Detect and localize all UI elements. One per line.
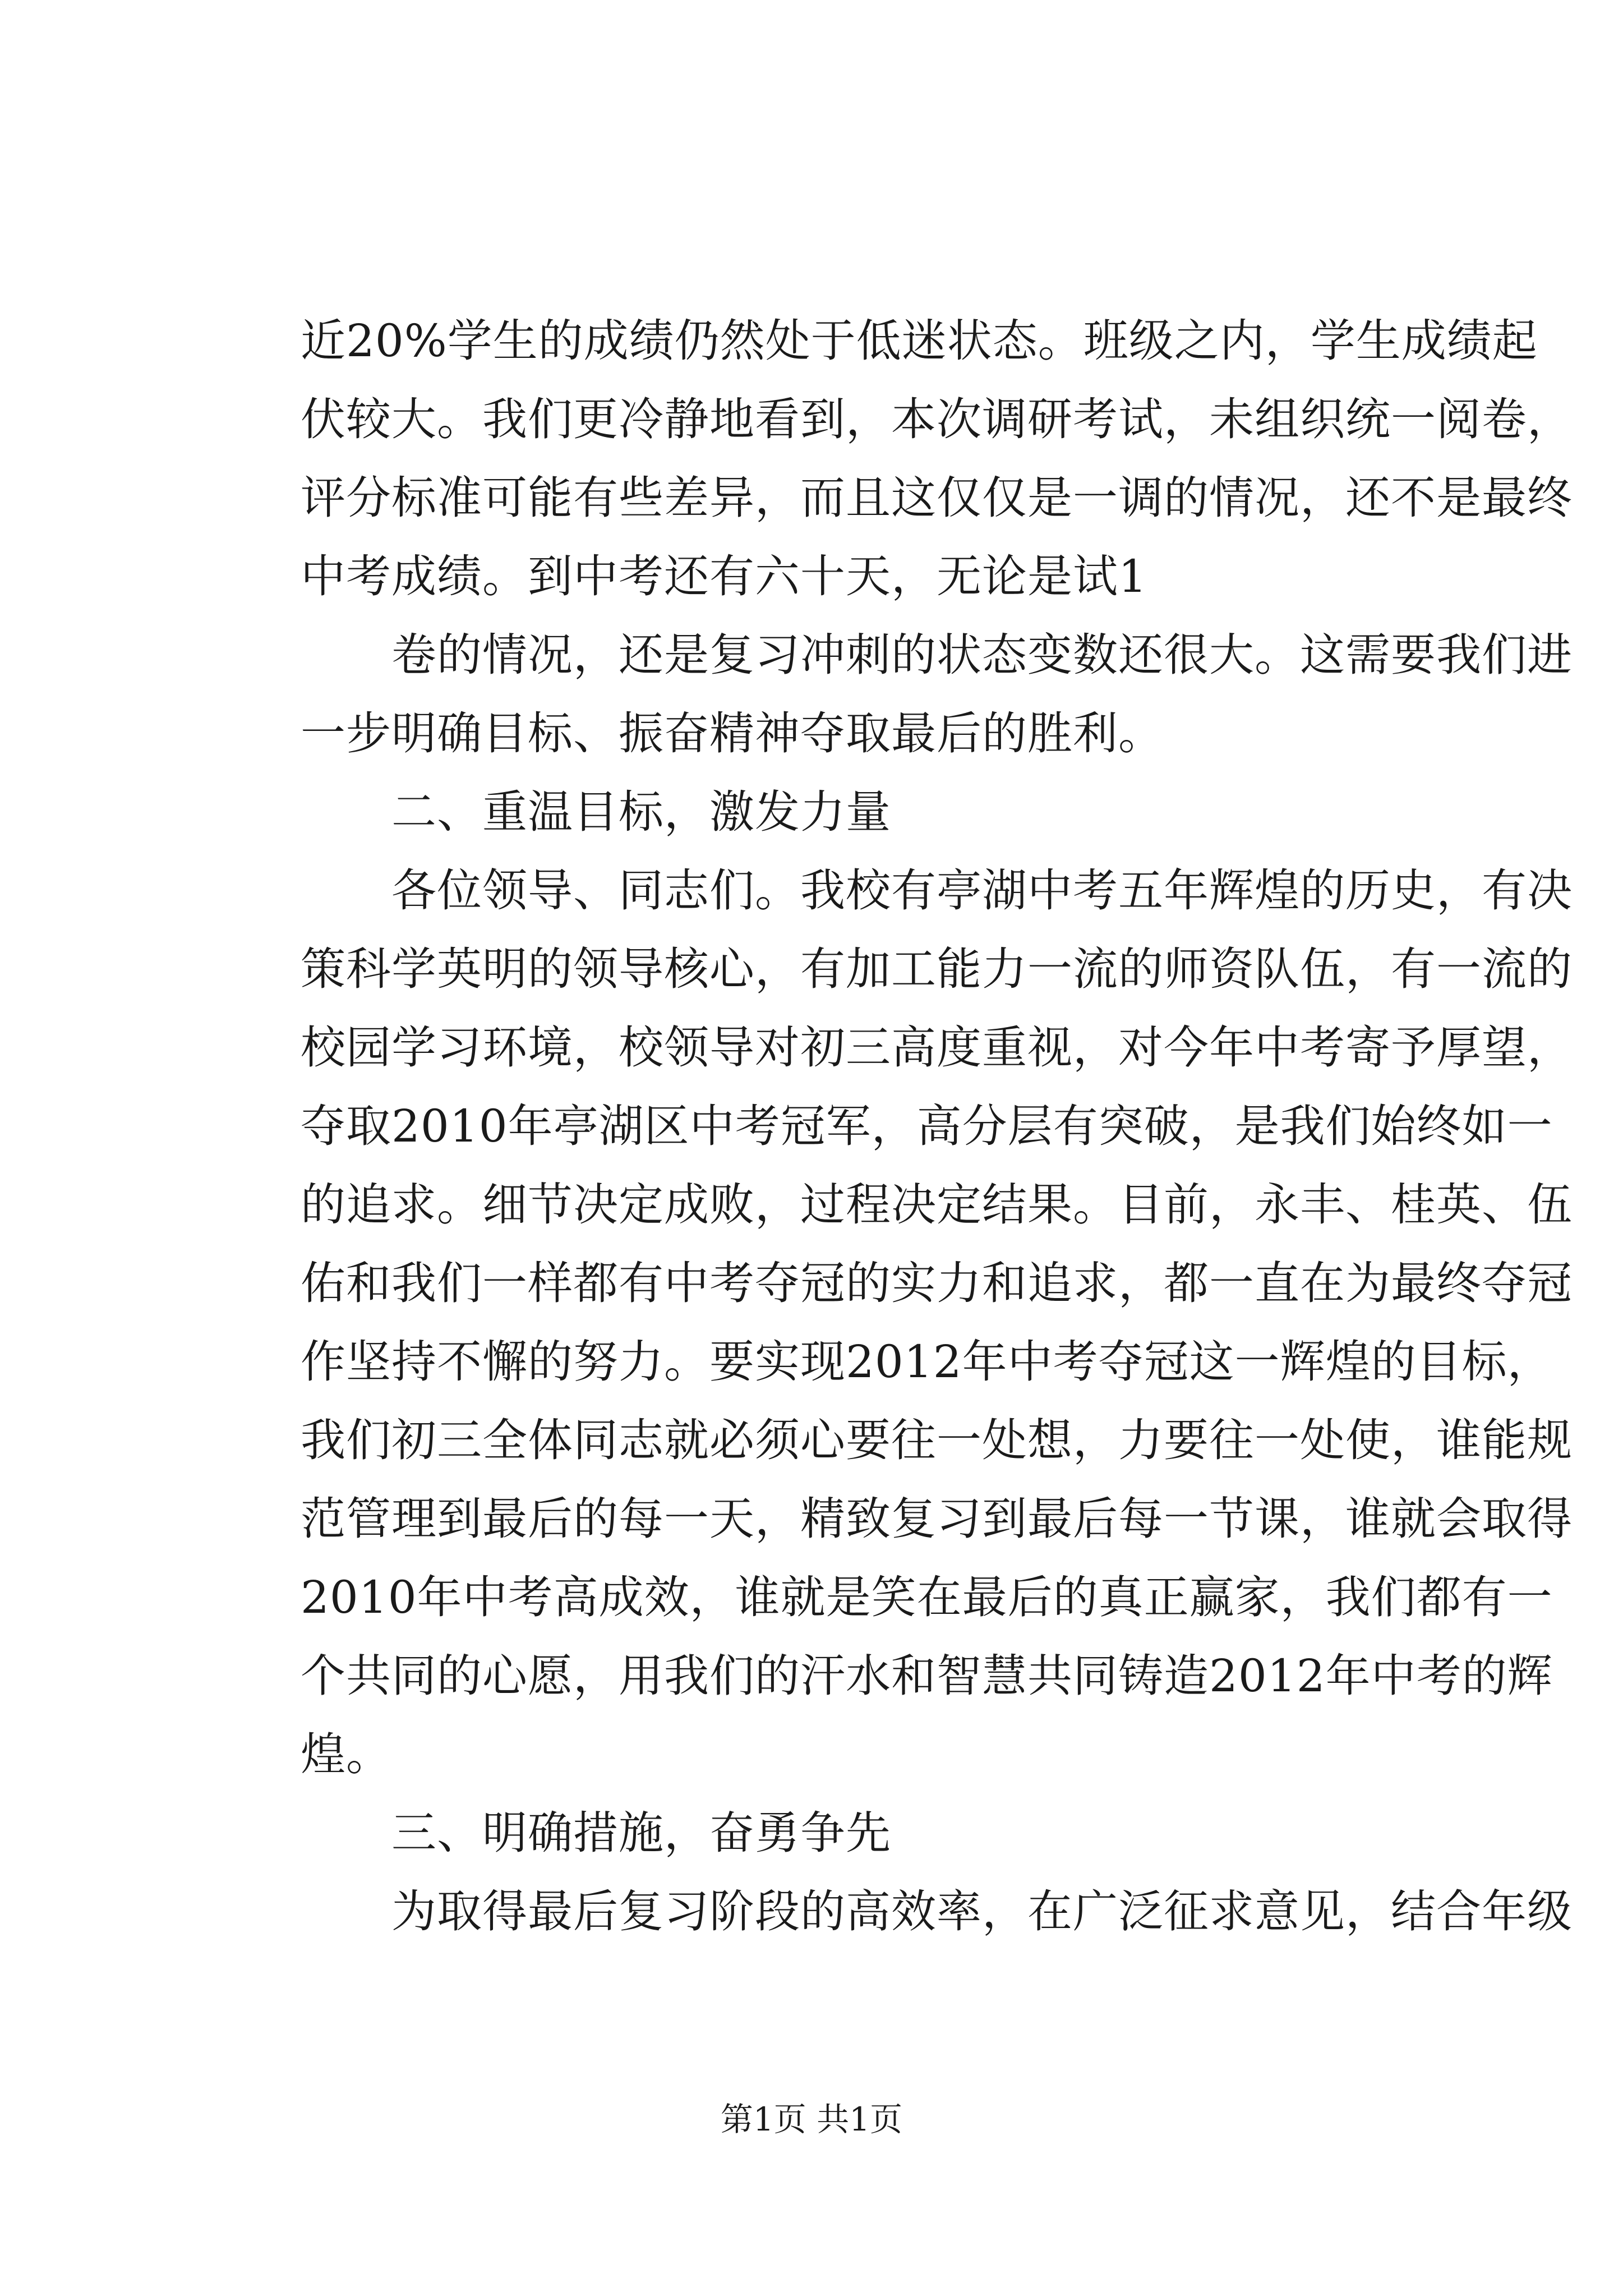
section-heading: 三、明确措施，奋勇争先 xyxy=(301,1807,891,1859)
text-line: 伏较大。我们更冷静地看到，本次调研考试，未组织统一阅卷， xyxy=(301,393,1573,445)
document-body xyxy=(301,302,1573,1951)
text-line: 卷的情况，还是复习冲刺的状态变数还很大。这需要我们进 xyxy=(301,629,1573,681)
text-line: 煌。 xyxy=(301,1728,391,1780)
text-line: 策科学英明的领导核心，有加工能力一流的师资队伍，有一流的 xyxy=(301,943,1573,995)
text-line: 评分标准可能有些差异，而且这仅仅是一调的情况，还不是最终 xyxy=(301,472,1573,524)
section-heading: 二、重温目标，激发力量 xyxy=(301,786,891,838)
text-line: 一步明确目标、振奋精神夺取最后的胜利。 xyxy=(301,707,1164,760)
text-line: 范管理到最后的每一天，精致复习到最后每一节课，谁就会取得 xyxy=(301,1493,1573,1545)
text-line: 的追求。细节决定成败，过程决定结果。目前，永丰、桂英、伍 xyxy=(301,1179,1573,1231)
text-line: 夺取2010年亭湖区中考冠军，高分层有突破，是我们始终如一 xyxy=(301,1100,1553,1152)
text-line: 校园学习环境，校领导对初三高度重视，对今年中考寄予厚望， xyxy=(301,1022,1573,1074)
page-footer: 第1页 共1页 xyxy=(720,2100,903,2138)
text-line: 我们初三全体同志就必须心要往一处想，力要往一处使，谁能规 xyxy=(301,1414,1573,1466)
text-line: 近20%学生的成绩仍然处于低迷状态。班级之内，学生成绩起 xyxy=(301,315,1538,367)
text-line: 佑和我们一样都有中考夺冠的实力和追求，都一直在为最终夺冠 xyxy=(301,1257,1573,1309)
text-line: 作坚持不懈的努力。要实现2012年中考夺冠这一辉煌的目标， xyxy=(301,1336,1553,1388)
text-line: 为取得最后复习阶段的高效率，在广泛征求意见，结合年级 xyxy=(301,1885,1573,1938)
text-line: 2010年中考高成效，谁就是笑在最后的真正赢家，我们都有一 xyxy=(301,1571,1553,1623)
text-line: 个共同的心愿，用我们的汗水和智慧共同铸造2012年中考的辉 xyxy=(301,1650,1553,1702)
text-line: 各位领导、同志们。我校有亭湖中考五年辉煌的历史，有决 xyxy=(301,864,1573,917)
text-line: 中考成绩。到中考还有六十天，无论是试1 xyxy=(301,550,1147,602)
